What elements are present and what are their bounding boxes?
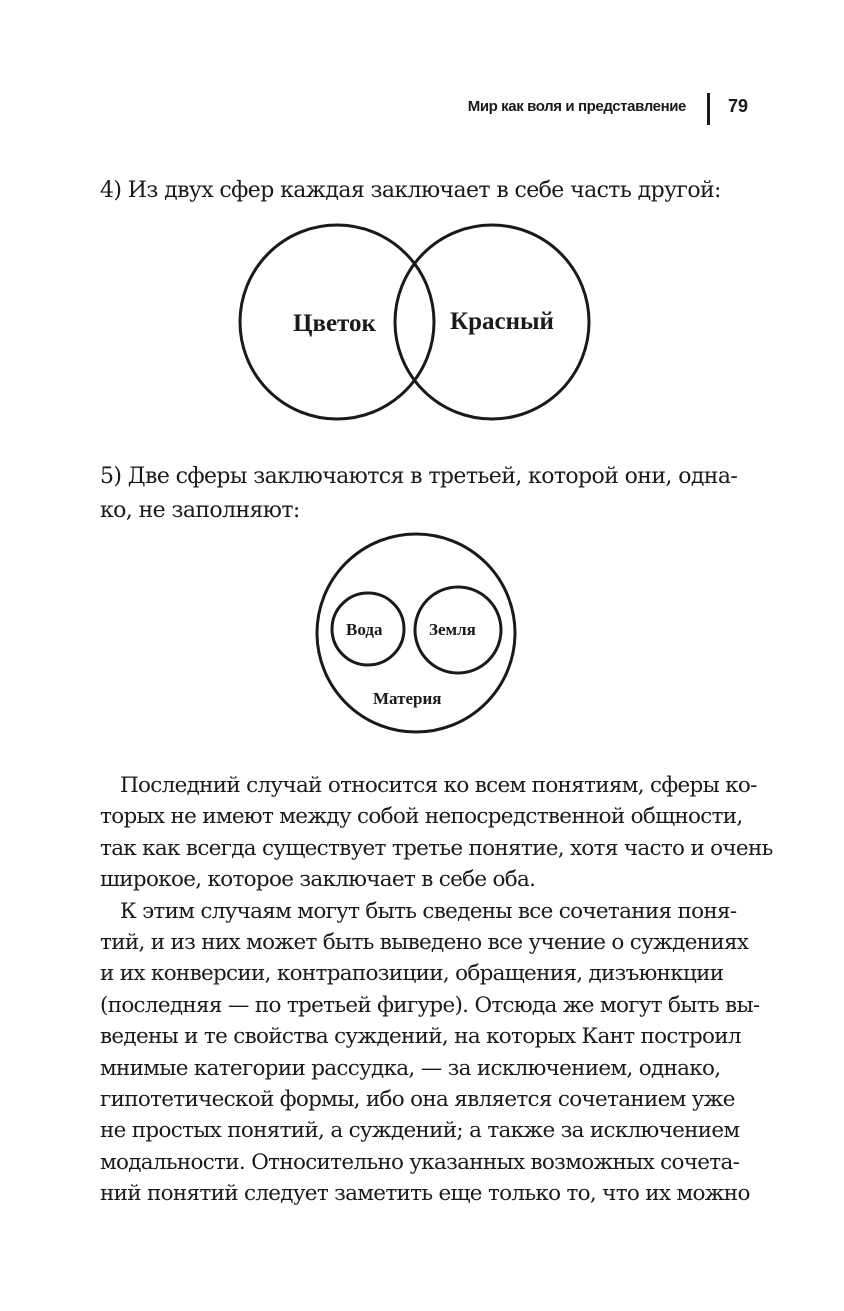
section-4-caption: 4) Из двух сфер каждая заключает в себе часть другой: <box>100 178 721 203</box>
page-number: 79 <box>728 96 749 116</box>
text-line: торых не имеют между собой непосредственной общности, <box>100 804 743 830</box>
text-line: тий, и из них может быть выведено все учение о суждениях <box>100 929 749 955</box>
text-line: модальности. Относительно указанных возможных сочета- <box>100 1149 740 1175</box>
text-line: мнимые категории рассудка, — за исключением, однако, <box>100 1055 721 1081</box>
text-line: Последний случай относится ко всем понятиям, сферы ко- <box>120 773 757 798</box>
text-line: ний понятий следует заметить еще только то, что их можно <box>100 1181 750 1207</box>
running-head <box>0 93 844 125</box>
text-line: так как всегда существует третье понятие, хотя часто и очень <box>100 835 773 861</box>
label-flower: Цветок <box>293 310 376 337</box>
text-line: (последняя — по третьей фигуре). Отсюда же могут быть вы- <box>100 992 760 1018</box>
label-matter: Материя <box>373 689 442 708</box>
caption-line: ко, не заполняют: <box>100 498 300 523</box>
body-text <box>100 770 773 1209</box>
intersecting-circles-diagram <box>230 220 602 432</box>
label-earth: Земля <box>429 620 476 639</box>
text-line: не простых понятий, а суждений; а также за исключением <box>100 1118 740 1144</box>
header-divider <box>707 93 710 125</box>
book-title: Мир как воля и представление <box>467 98 686 115</box>
nested-circles-diagram <box>312 530 522 740</box>
caption-line: 5) Две сферы заключаются в третьей, которой они, одна- <box>100 464 738 489</box>
text-line: гипотетической формы, ибо она является сочетанием уже <box>100 1086 735 1112</box>
text-line: ведены и те свойства суждений, на которых Кант построил <box>100 1024 741 1050</box>
text-line: широкое, которое заключает в себе оба. <box>100 867 536 893</box>
label-red: Красный <box>450 308 554 335</box>
section-5-caption <box>100 460 738 528</box>
text-line: и их конверсии, контрапозиции, обращения, дизъюнкции <box>100 961 724 987</box>
text-line: К этим случаям могут быть сведены все сочетания поня- <box>120 898 737 924</box>
label-water: Вода <box>346 620 383 639</box>
